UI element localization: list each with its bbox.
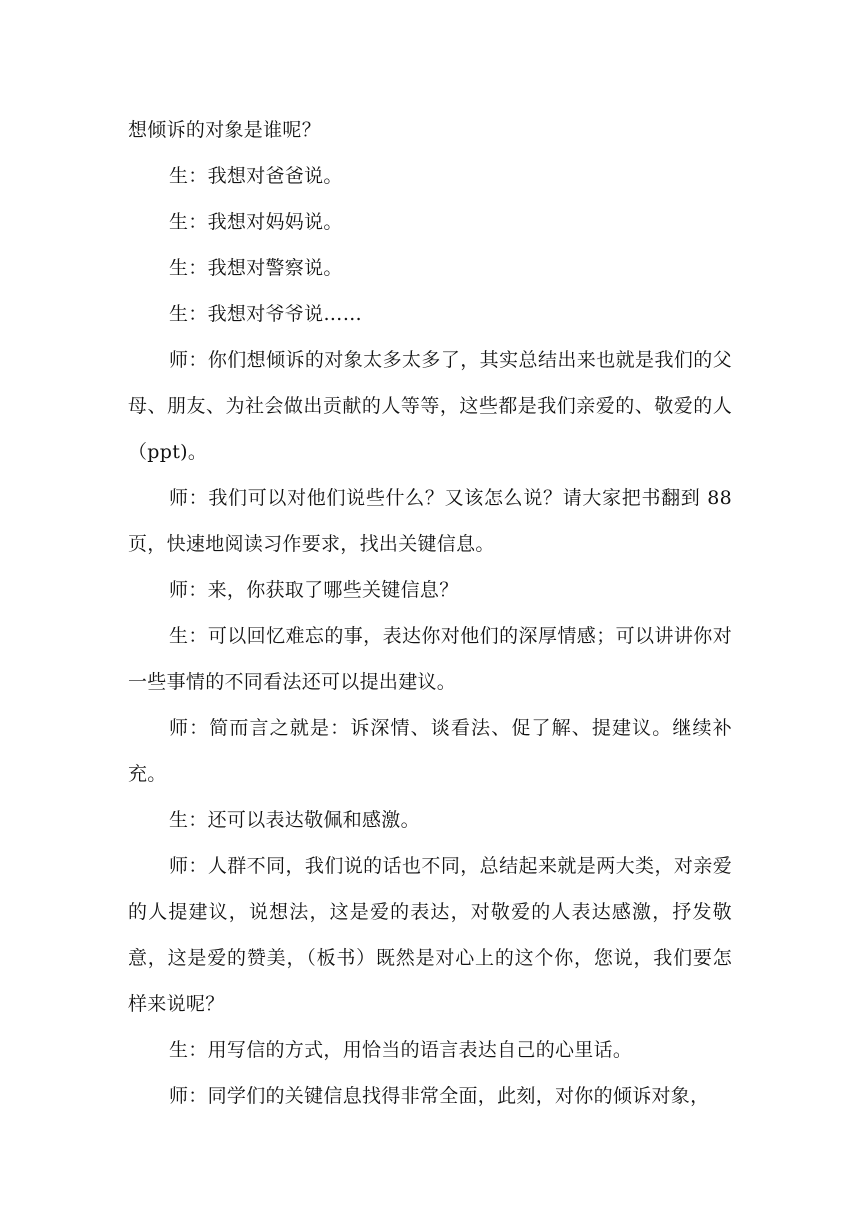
paragraph-12: 师：人群不同，我们说的话也不同，总结起来就是两大类，对亲爱的人提建议，说想法，这是爱的表达，对敬爱的人表达感激，抒发敬意，这是爱的赞美，（板书）既然是对心上的这个你，您说，我们要怎样来说呢？ [128, 855, 732, 1015]
paragraph-1: 想倾诉的对象是谁呢？ [128, 119, 322, 141]
paragraph-8: 师：来，你获取了哪些关键信息？ [169, 579, 459, 601]
paragraph-6: 师：你们想倾诉的对象太多太多了，其实总结出来也就是我们的父母、朋友、为社会做出贡献的人等等，这些都是我们亲爱的、敬爱的人（ppt)。 [128, 349, 732, 463]
paragraph-2: 生：我想对爸爸说。 [169, 165, 343, 187]
paragraph-3: 生：我想对妈妈说。 [169, 211, 343, 233]
paragraph-4: 生：我想对警察说。 [169, 257, 343, 279]
paragraph-14: 师：同学们的关键信息找得非常全面，此刻，对你的倾诉对象， [169, 1085, 710, 1107]
paragraph-10: 师：简而言之就是：诉深情、谈看法、促了解、提建议。继续补充。 [128, 717, 732, 785]
paragraph-11: 生：还可以表达敬佩和感激。 [169, 809, 420, 831]
paragraph-9: 生：可以回忆难忘的事，表达你对他们的深厚情感；可以讲讲你对一些事情的不同看法还可以提出建议。 [128, 625, 732, 693]
paragraph-7: 师：我们可以对他们说些什么？又该怎么说？请大家把书翻到 88 页，快速地阅读习作要求，找出关键信息。 [128, 487, 732, 555]
paragraph-5: 生：我想对爷爷说…… [169, 303, 363, 325]
paragraph-13: 生：用写信的方式，用恰当的语言表达自己的心里话。 [169, 1039, 633, 1061]
document-body [128, 107, 732, 1119]
